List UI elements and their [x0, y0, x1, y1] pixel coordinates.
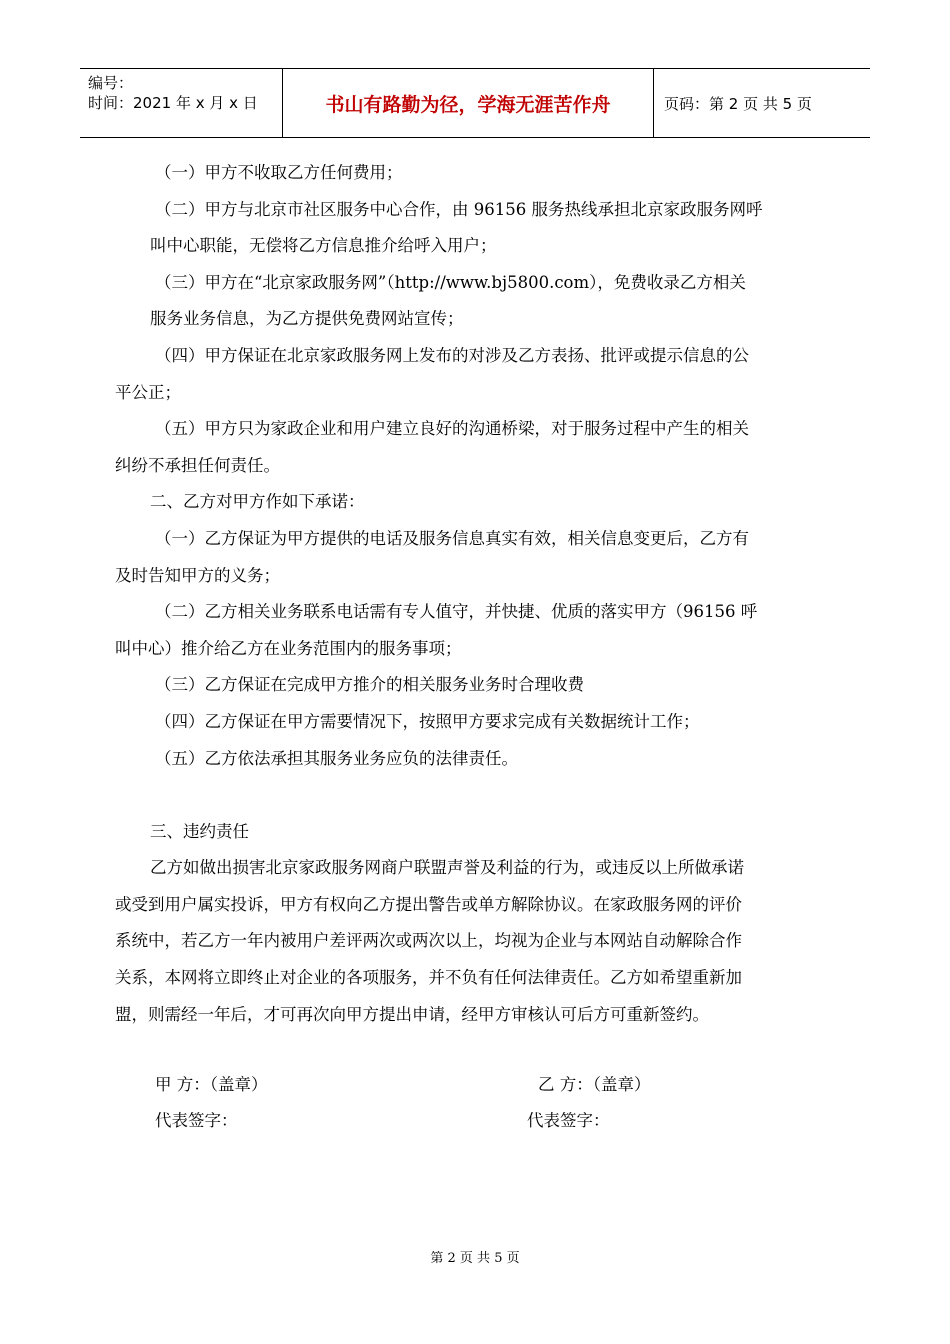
clause-line: 平公正；: [115, 382, 181, 402]
clause-line: （三）乙方保证在完成甲方推介的相关服务业务时合理收费: [155, 675, 584, 695]
party-a-seal: 甲 方：（盖章）: [155, 1075, 268, 1094]
clause-line: （五）乙方依法承担其服务业务应负的法律责任。: [155, 748, 518, 768]
clause-line: 叫中心职能，无偿将乙方信息推介给呼入用户；: [150, 236, 497, 256]
clause-line: 叫中心）推介给乙方在业务范围内的服务事项；: [115, 638, 462, 658]
clause-line: 纠纷不承担任何责任。: [115, 455, 280, 475]
paragraph-line: 系统中，若乙方一年内被用户差评两次或两次以上，均视为企业与本网站自动解除合作: [115, 931, 742, 951]
clause-line: （二）乙方相关业务联系电话需有专人值守，并快捷、优质的落实甲方（96156 呼: [155, 602, 758, 622]
header-left: [80, 69, 282, 137]
paragraph-line: 盟，则需经一年后，才可再次向甲方提出申请，经甲方审核认可后方可重新签约。: [115, 1004, 709, 1024]
clause-line: （一）甲方不收取乙方任何费用；: [155, 163, 403, 182]
section-heading: 三、违约责任: [150, 821, 249, 841]
header-motto: 书山有路勤为径，学海无涯苦作舟: [282, 69, 654, 137]
clause-line: （四）乙方保证在甲方需要情况下，按照甲方要求完成有关数据统计工作；: [155, 711, 700, 731]
section-heading: 二、乙方对甲方作如下承诺：: [150, 492, 365, 512]
number-label: 编号：: [88, 74, 134, 92]
clause-line: （二）甲方与北京市社区服务中心合作，由 96156 服务热线承担北京家政服务网呼: [155, 199, 763, 219]
clause-line: （五）甲方只为家政企业和用户建立良好的沟通桥梁，对于服务过程中产生的相关: [155, 419, 749, 439]
spacer: [115, 777, 850, 814]
clause-line: （一）乙方保证为甲方提供的电话及服务信息真实有效，相关信息变更后，乙方有: [155, 528, 749, 548]
time-label: 时间：2021 年 x 月 x 日: [88, 94, 258, 112]
clause-line: 及时告知甲方的义务；: [115, 565, 280, 585]
paragraph-line: 或受到用户属实投诉，甲方有权向乙方提出警告或单方解除协议。在家政服务网的评价: [115, 894, 742, 914]
header-page-info: 页码：第 2 页 共 5 页: [664, 94, 812, 113]
paragraph-line: 关系，本网将立即终止对企业的各项服务，并不负有任何法律责任。乙方如希望重新加: [115, 968, 742, 988]
document-body: [115, 155, 850, 1033]
clause-line: （四）甲方保证在北京家政服务网上发布的对涉及乙方表扬、批评或提示信息的公: [155, 345, 749, 365]
page-header: [80, 68, 870, 138]
party-b-signature: 代表签字：: [527, 1111, 610, 1130]
paragraph-line: 乙方如做出损害北京家政服务网商户联盟声誉及利益的行为，或违反以上所做承诺: [150, 858, 744, 878]
clause-line: 服务业务信息，为乙方提供免费网站宣传；: [150, 309, 464, 329]
party-a-signature: 代表签字：: [155, 1111, 238, 1130]
page-footer: 第 2 页 共 5 页: [430, 1251, 520, 1266]
party-b-seal: 乙 方：（盖章）: [538, 1075, 651, 1094]
clause-line: （三）甲方在“北京家政服务网”（http://www.bj5800.com），免费收录乙方相关: [155, 272, 746, 292]
